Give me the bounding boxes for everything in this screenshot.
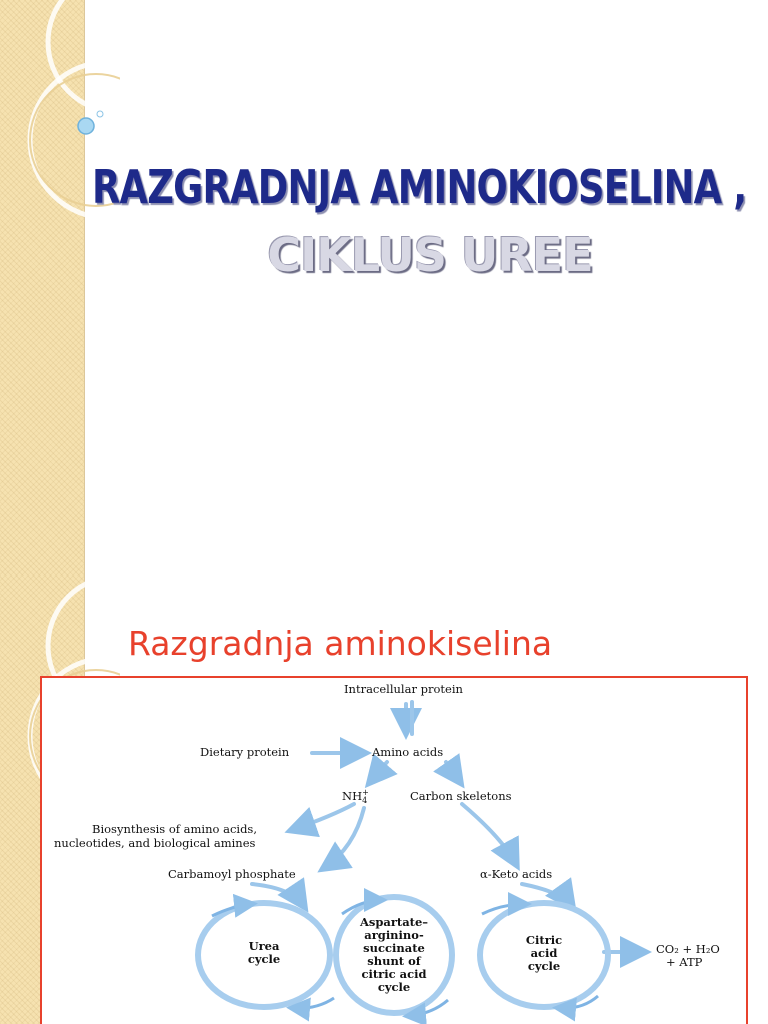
decorative-circles — [0, 0, 120, 576]
label-carbon-skeletons: Carbon skeletons — [410, 789, 512, 803]
label-keto-acids: α-Keto acids — [480, 867, 553, 881]
bubble-icon — [78, 118, 94, 134]
label-intracellular-protein: Intracellular protein — [344, 682, 463, 696]
slide-title-line2: CIKLUS UREE — [267, 228, 593, 282]
label-ammonium: NH + 4 — [342, 788, 369, 805]
label-urea-cycle: Urea cycle — [247, 939, 281, 966]
label-products-line1: CO₂ + H₂O — [656, 942, 720, 956]
label-carbamoyl-phosphate: Carbamoyl phosphate — [168, 867, 296, 881]
slide-title-line1: RAZGRADNJA AMINOKIOSELINA , — [92, 160, 747, 214]
label-products-line2: + ATP — [666, 955, 703, 969]
content-slide — [0, 576, 768, 1024]
metabolism-diagram — [40, 676, 748, 1024]
label-amino-acids: Amino acids — [372, 745, 444, 759]
label-dietary-protein: Dietary protein — [200, 745, 290, 759]
label-shunt: Aspartate– arginino- succinate shunt of citric acid cycle — [359, 915, 429, 994]
label-biosynthesis-line1: Biosynthesis of amino acids, — [92, 822, 257, 836]
label-biosynthesis-line2: nucleotides, and biological amines — [54, 836, 256, 850]
label-citric-acid-cycle: Citric acid cycle — [525, 933, 563, 973]
slide-heading: Razgradnja aminokiselina — [128, 624, 553, 663]
